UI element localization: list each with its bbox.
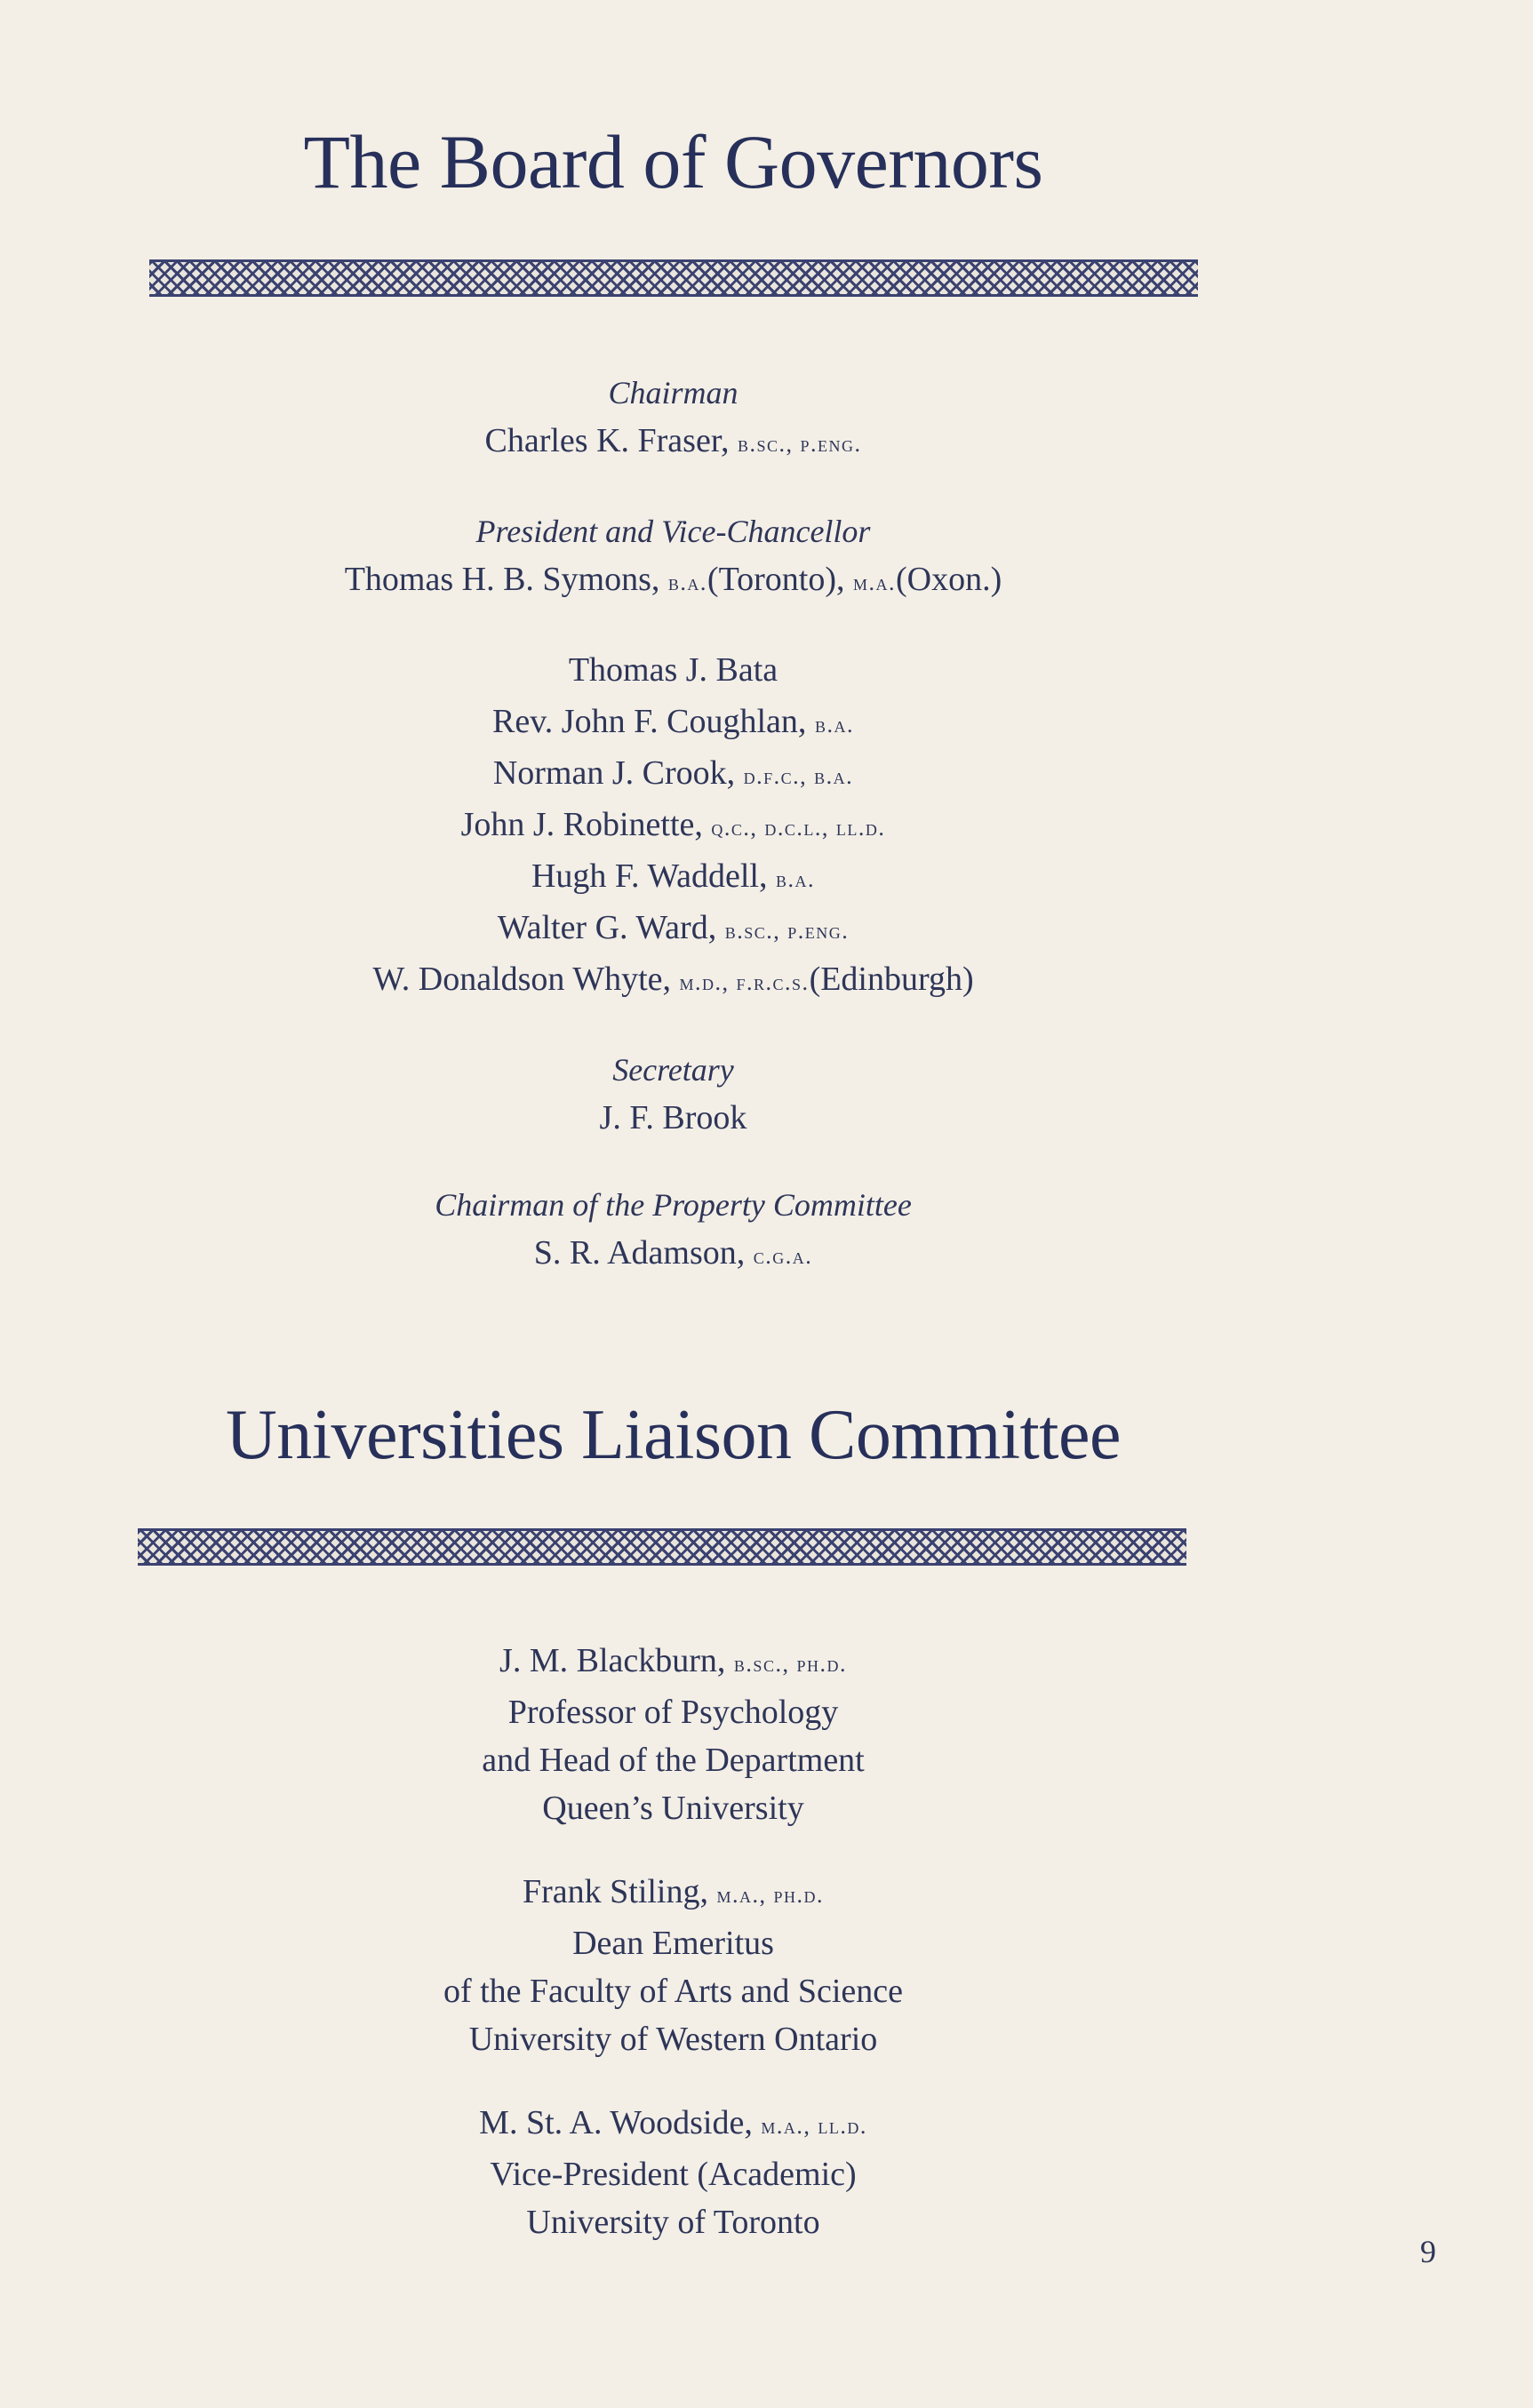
person-title: Dean Emeritus [572, 1925, 774, 1962]
member-degrees: b.a. [814, 712, 854, 738]
liaison-person-name [0, 1868, 1346, 1919]
person-affiliation: Queen’s University [542, 1790, 804, 1827]
property-committee-name: S. R. Adamson, [533, 1234, 754, 1272]
page-number: 9 [1420, 2234, 1436, 2269]
member-entry [0, 698, 1346, 749]
member-entry [0, 801, 1346, 852]
liaison-list [0, 1637, 1346, 2246]
liaison-person-name [0, 1637, 1346, 1688]
member-degree-suffix: (Edinburgh) [809, 961, 974, 998]
secretary-role: Secretary [612, 1052, 734, 1088]
secretary-name: J. F. Brook [599, 1099, 747, 1136]
member-name: Rev. John F. Coughlan, [492, 703, 815, 740]
chairman-role: Chairman [608, 375, 739, 411]
person-title: of the Faculty of Arts and Science [443, 1973, 904, 2010]
member-name: Thomas J. Bata [568, 651, 778, 689]
member-entry [0, 852, 1346, 904]
person-name: M. St. A. Woodside, [479, 2104, 762, 2141]
member-entry [0, 955, 1346, 1007]
member-degrees: q.c., d.c.l., ll.d. [711, 815, 886, 841]
member-entry [0, 646, 1346, 698]
member-degrees: m.d., f.r.c.s. [679, 969, 810, 995]
member-entry [0, 749, 1346, 801]
person-title: and Head of the Department [482, 1742, 865, 1779]
property-committee-entry [0, 1229, 1346, 1280]
property-committee-degrees: c.g.a. [753, 1243, 813, 1269]
person-degrees: m.a., ph.d. [716, 1882, 825, 1908]
property-committee-role: Chairman of the Property Committee [435, 1187, 912, 1223]
person-title: Professor of Psychology [507, 1694, 839, 1731]
board-list [0, 369, 1346, 1280]
member-name: Walter G. Ward, [497, 909, 725, 946]
president-school-2: (Oxon.) [896, 561, 1002, 598]
board-title: The Board of Governors [303, 119, 1043, 204]
liaison-person-name [0, 2099, 1346, 2150]
president-role: President and Vice-Chancellor [475, 514, 871, 549]
person-name: Frank Stiling, [522, 1873, 717, 1910]
chairman-entry [0, 417, 1346, 468]
member-name: Hugh F. Waddell, [531, 857, 776, 895]
person-title: Vice-President (Academic) [490, 2156, 857, 2193]
member-name: W. Donaldson Whyte, [372, 961, 680, 998]
person-name: J. M. Blackburn, [499, 1642, 734, 1679]
person-affiliation: University of Western Ontario [468, 2021, 878, 2058]
ornamental-border-bottom [138, 1528, 1186, 1566]
president-school-1: (Toronto), [707, 561, 854, 598]
chairman-degrees: b.sc., p.eng. [737, 431, 862, 457]
member-degrees: d.f.c., b.a. [743, 763, 854, 789]
member-entry [0, 904, 1346, 955]
president-degree-2: m.a. [853, 570, 897, 595]
member-degrees: b.sc., p.eng. [724, 918, 850, 944]
liaison-title: Universities Liaison Committee [225, 1396, 1122, 1474]
person-degrees: b.sc., ph.d. [733, 1651, 847, 1677]
member-name: Norman J. Crook, [492, 754, 744, 792]
chairman-name: Charles K. Fraser, [484, 422, 738, 459]
person-affiliation: University of Toronto [526, 2204, 820, 2241]
member-name: John J. Robinette, [460, 806, 712, 843]
president-name: Thomas H. B. Symons, [344, 561, 668, 598]
member-degrees: b.a. [776, 866, 816, 892]
president-degree-1: b.a. [667, 570, 707, 595]
president-entry [0, 555, 1346, 607]
ornamental-border-top [149, 259, 1198, 297]
person-degrees: m.a., ll.d. [761, 2113, 867, 2139]
